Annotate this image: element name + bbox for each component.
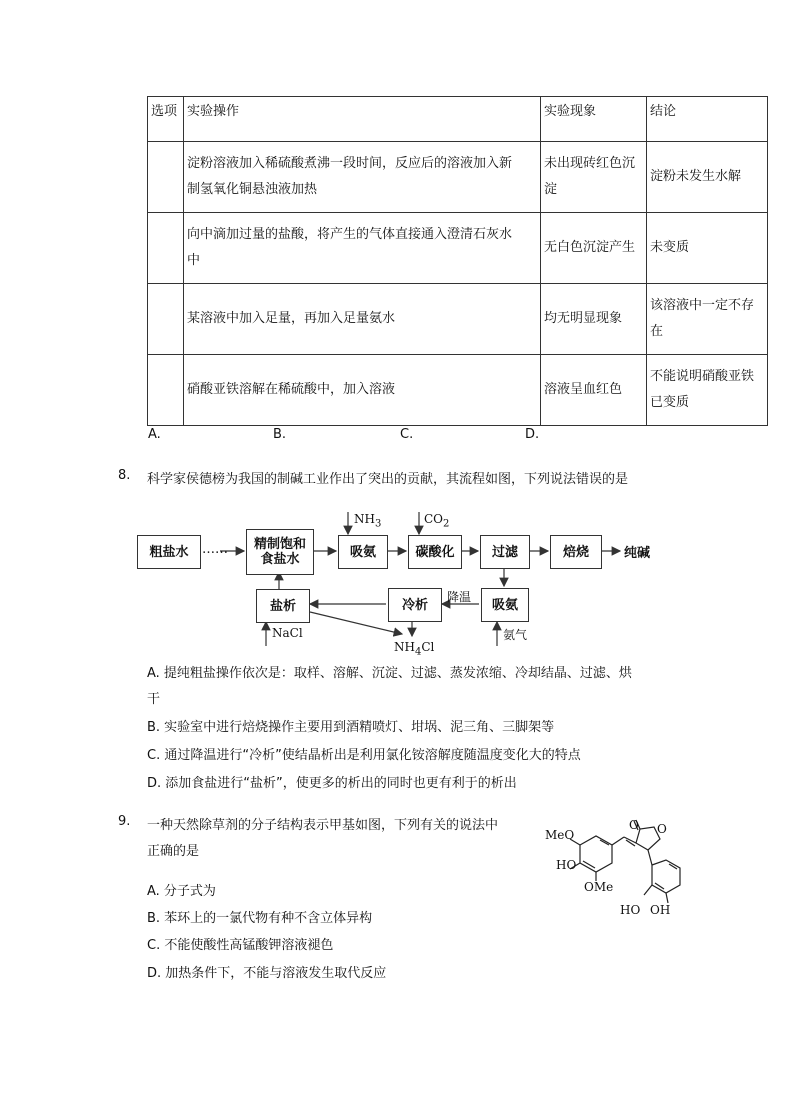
header-conclusion: 结论 (647, 97, 768, 142)
conclusion-cell: 未变质 (647, 213, 768, 284)
operation-cell: 硝酸亚铁溶解在稀硫酸中，加入溶液 (184, 355, 541, 426)
q8-option-c[interactable]: C. 通过降温进行“冷析”使结晶析出是利用氯化铵溶解度随温度变化大的特点 (147, 748, 581, 763)
question-9-number: 9. (118, 814, 131, 829)
box-line: 精制饱和 (253, 537, 306, 552)
chem-text: Cl (421, 640, 435, 654)
hydroxyl-left-label: HO (556, 858, 577, 872)
box-line: 食盐水 (260, 552, 300, 567)
operation-cell: 某溶液中加入足量，再加入足量氨水 (184, 284, 541, 355)
carbonation-box: 碳酸化 (408, 535, 462, 569)
cooling-label: 降温 (447, 590, 472, 604)
phenomenon-cell: 均无明显现象 (541, 284, 647, 355)
cell-line: 中 (187, 253, 201, 268)
cell-line: 不能说明硝酸亚铁 (650, 369, 755, 384)
header-operation: 实验操作 (184, 97, 541, 142)
question-8-number: 8. (118, 468, 131, 483)
q9-option-b[interactable]: B. 苯环上的一氯代物有种不含立体异构 (147, 911, 373, 926)
q8-option-a[interactable]: A. 提纯粗盐操作依次是：取样、溶解、沉淀、过滤、蒸发浓缩、冷却结晶、过滤、烘 (147, 666, 632, 681)
option-b[interactable]: B. (273, 427, 287, 442)
cell-line: 未出现砖红色沉 (544, 156, 636, 171)
q8-option-b[interactable]: B. 实验室中进行焙烧操作主要用到酒精喷灯、坩埚、泥三角、三脚架等 (147, 720, 555, 735)
ellipsis: …… (202, 542, 228, 557)
salting-out-box: 盐析 (256, 589, 310, 623)
chem-text: CO (424, 512, 444, 526)
nacl-input-label: NaCl (272, 626, 303, 640)
cell-line: 制氢氧化铜悬浊液加热 (187, 182, 318, 197)
soda-ash-label: 纯碱 (624, 546, 651, 561)
cell-line: 在 (650, 324, 664, 339)
methoxy-top-label: MeO (545, 828, 575, 842)
q9-option-a[interactable]: A. 分子式为 (147, 884, 216, 899)
chem-sub: 4 (414, 646, 422, 658)
q8-option-d[interactable]: D. 添加食盐进行“盐析”，使更多的析出的同时也更有利于的析出 (147, 776, 517, 791)
cell-line: 该溶液中一定不存 (650, 298, 755, 313)
chem-text: NH (354, 512, 375, 526)
refined-brine-box (246, 529, 314, 575)
keto-oxygen-label: O (629, 818, 639, 832)
cell-line: 向中滴加过量的盐酸，将产生的气体直接通入澄清石灰水 (187, 227, 513, 242)
second-ammonia-box: 吸氨 (481, 588, 529, 622)
option-d[interactable]: D. (525, 427, 540, 442)
q9-option-d[interactable]: D. 加热条件下，不能与溶液发生取代反应 (147, 966, 387, 981)
question-9-stem: 一种天然除草剂的分子结构表示甲基如图，下列有关的说法中 (147, 818, 499, 833)
chem-text: NH (394, 640, 415, 654)
option-a[interactable]: A. (148, 427, 161, 442)
chem-sub: 2 (443, 518, 450, 530)
cell-line: 淀粉溶液加入稀硫酸煮沸一段时间，反应后的溶液加入新 (187, 156, 513, 171)
crude-brine-box: 粗盐水 (137, 535, 201, 569)
q8-option-a-cont: 干 (147, 692, 161, 707)
header-phenomenon: 实验现象 (541, 97, 647, 142)
calcine-box: 焙烧 (550, 535, 602, 569)
ammonia-gas-label: 氨气 (503, 628, 528, 642)
question-9-stem-cont: 正确的是 (147, 844, 200, 859)
q9-option-c[interactable]: C. 不能使酸性高锰酸钾溶液褪色 (147, 938, 334, 953)
cell-line: 淀 (544, 182, 558, 197)
phenomenon-cell: 溶液呈血红色 (541, 355, 647, 426)
hydroxyl-bottom-a-label: HO (620, 903, 641, 917)
ring-oxygen-label: O (657, 822, 667, 836)
option-c[interactable]: C. (400, 427, 414, 442)
nh4cl-output-label (394, 640, 434, 657)
question-8-stem: 科学家侯德榜为我国的制碱工业作出了突出的贡献，其流程如图，下列说法错误的是 (147, 472, 629, 487)
nh3-input-label (354, 512, 381, 529)
filter-box: 过滤 (480, 535, 530, 569)
phenomenon-cell: 无白色沉淀产生 (541, 213, 647, 284)
cell-line: 已变质 (650, 395, 690, 410)
cold-crystallize-box: 冷析 (388, 588, 442, 622)
methoxy-bottom-label: OMe (584, 880, 614, 894)
chem-sub: 3 (374, 518, 382, 530)
header-option: 选项 (148, 97, 184, 142)
ammonia-absorb-box: 吸氨 (338, 535, 388, 569)
co2-input-label (424, 512, 449, 529)
cell-line: 淀粉未发生水解 (650, 169, 742, 184)
hydroxyl-bottom-b-label: OH (650, 903, 671, 917)
